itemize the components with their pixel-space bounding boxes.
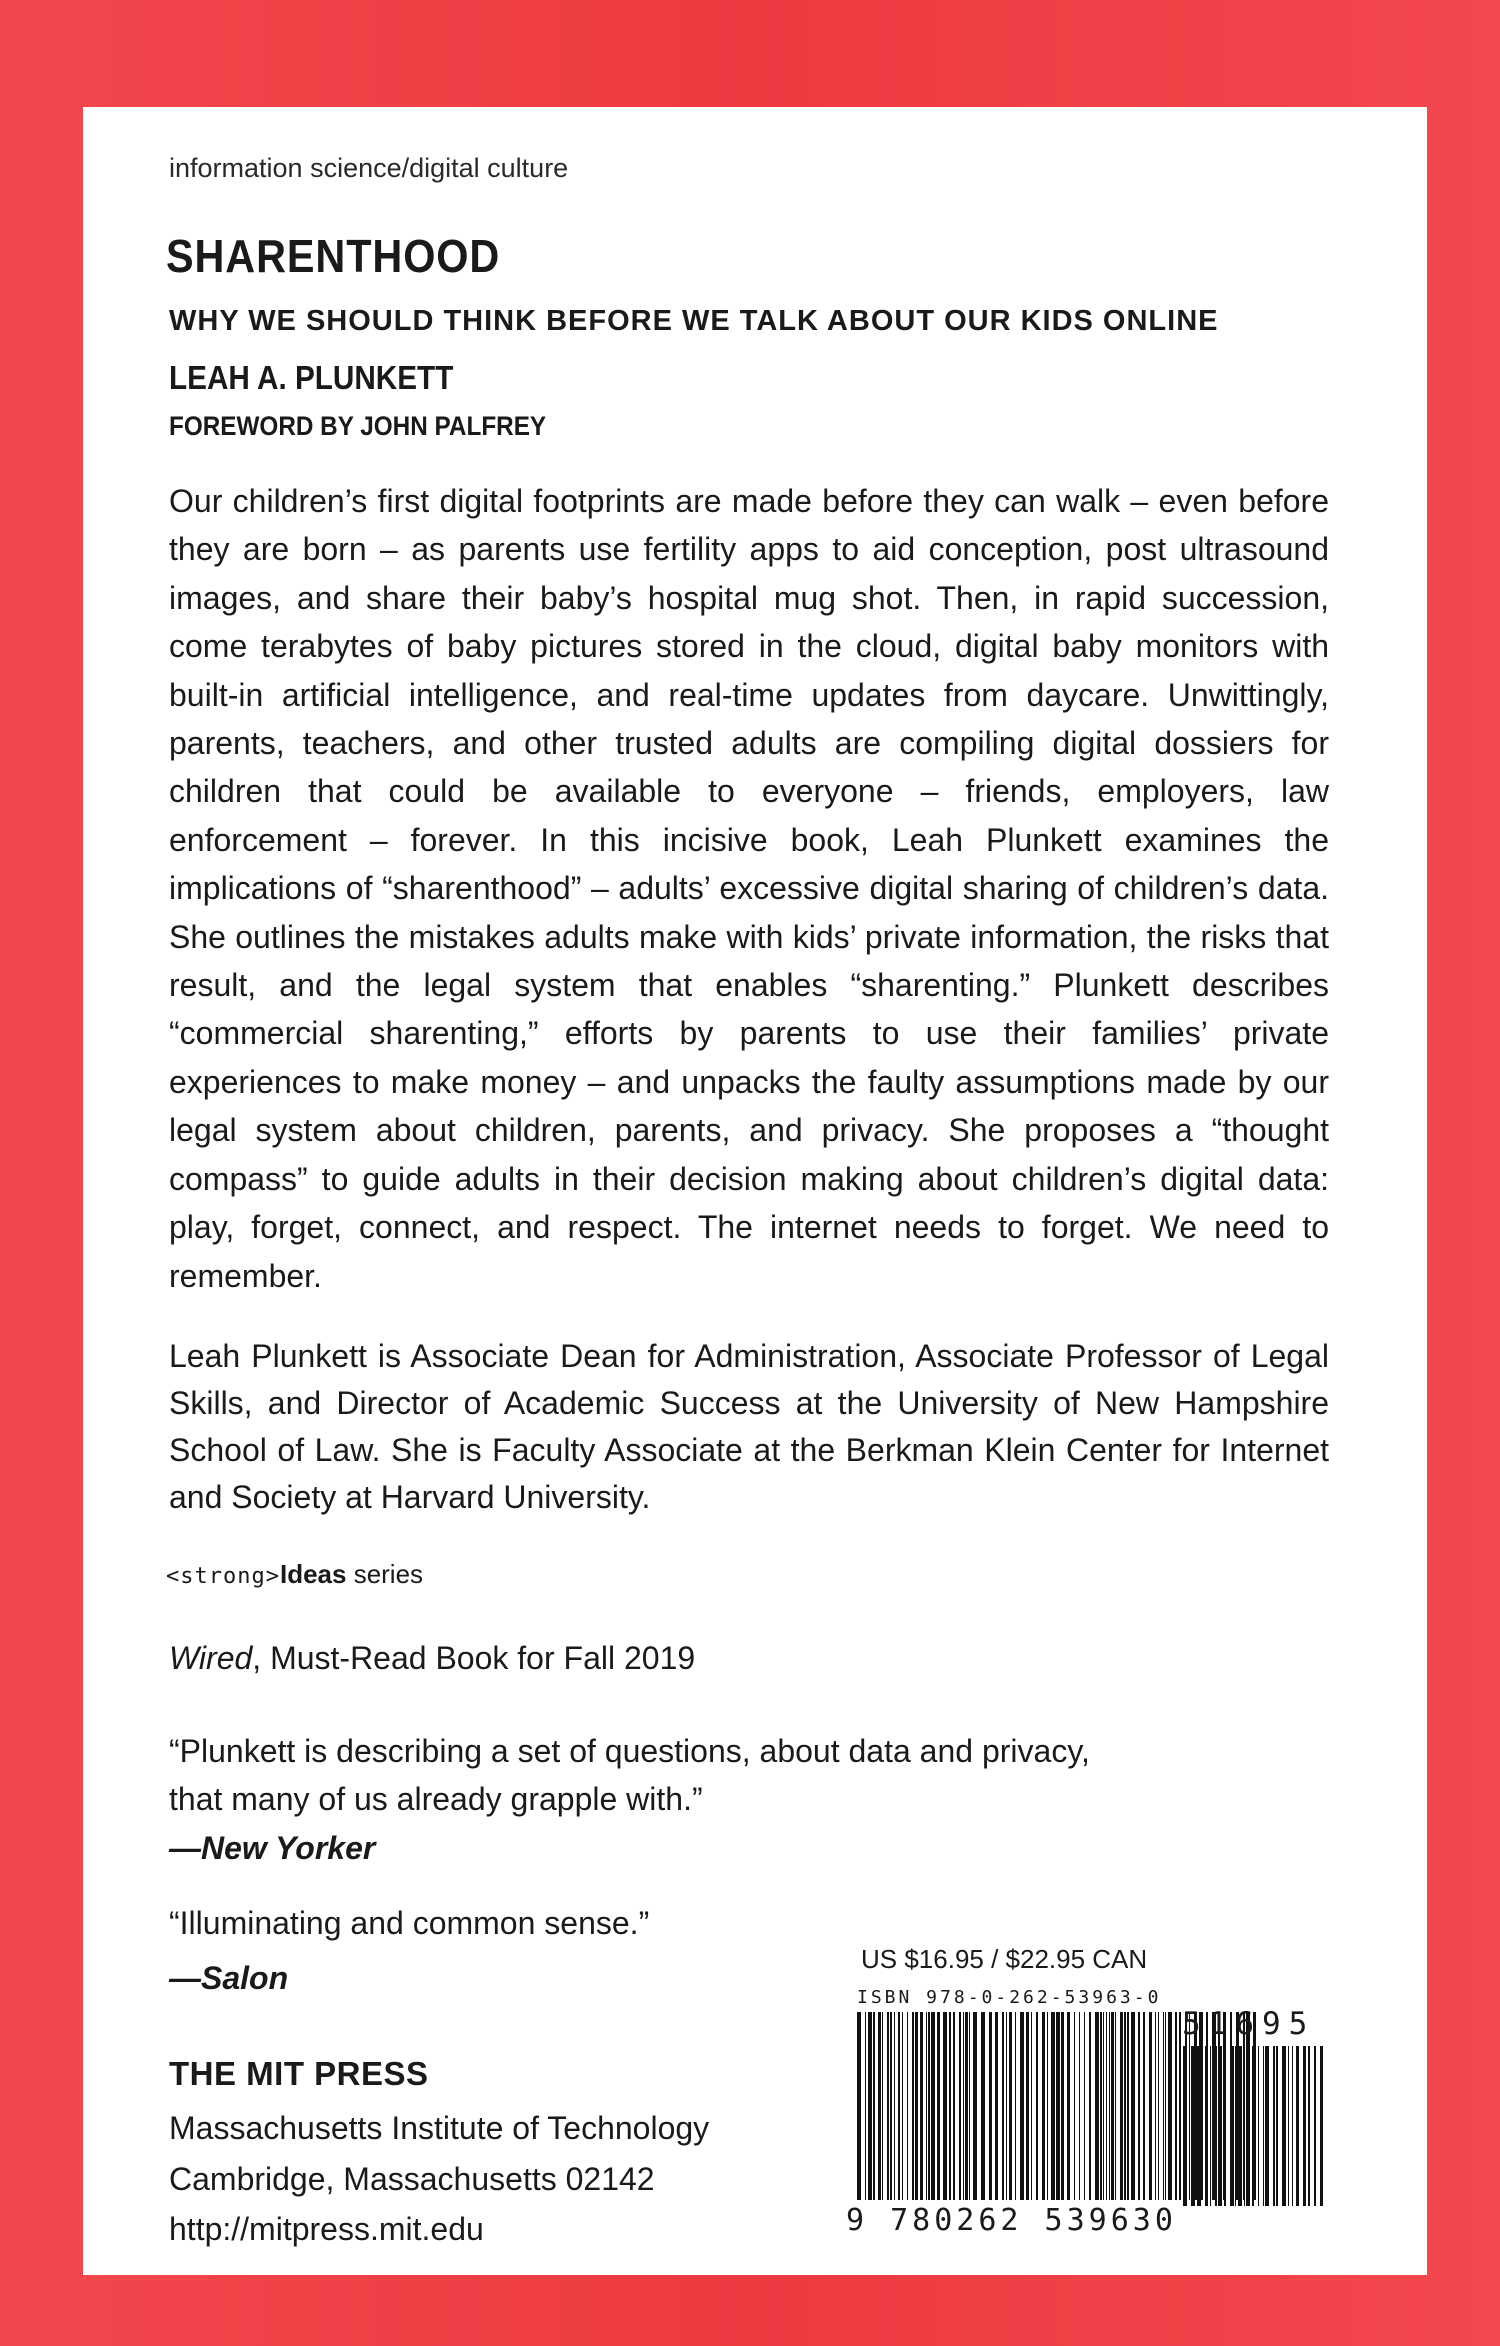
- barcode-bar: [1061, 2012, 1064, 2200]
- series-name: Ideas: [279, 1559, 347, 1589]
- barcode-bar: [1265, 2046, 1269, 2206]
- publisher-institution: Massachusetts Institute of Technology: [169, 2110, 710, 2146]
- barcode-bar: [857, 2012, 861, 2200]
- barcode-bar: [915, 2012, 918, 2200]
- barcode-bar: [1143, 2012, 1145, 2200]
- barcode-bar: [887, 2012, 889, 2200]
- barcode-bar: [937, 2012, 940, 2200]
- barcode-bar: [868, 2012, 872, 2200]
- barcode-bar: [890, 2012, 892, 2200]
- barcode-bar: [873, 2012, 875, 2200]
- series-line: [166, 1559, 423, 1590]
- foreword-credit: FOREWORD BY JOHN PALFREY: [169, 411, 547, 441]
- review-quote: [169, 1727, 1269, 1823]
- barcode-bar: [1320, 2046, 1323, 2206]
- barcode-bar: [1120, 2012, 1123, 2200]
- barcode-digits: 9 780262 539630: [846, 2203, 1177, 2238]
- barcode-bar: [1314, 2046, 1316, 2206]
- author-bio: Leah Plunkett is Associate Dean for Administration, Associate Professor of Legal Skills, and Director of Academic Success at the University of New Hampshire School of Law. She is Faculty Associate at the Berkman Klein Center for Internet and Society at Harvard University.: [169, 1338, 1329, 1515]
- barcode-bar: [1042, 2012, 1045, 2200]
- barcode-bar: [1197, 2046, 1201, 2206]
- barcode-bar: [1067, 2012, 1070, 2200]
- barcode-bar: [931, 2012, 935, 2200]
- subject-category: information science/digital culture: [169, 153, 569, 183]
- publisher-url[interactable]: http://mitpress.mit.edu: [169, 2211, 484, 2247]
- barcode-bar: [1210, 2046, 1211, 2206]
- book-description: Our children’s first digital footprints are made before they can walk – even before they are born – as parents use fertility apps to aid conception, post ultrasound images, and share their baby’s hospital mug shot. Then, in rapid succession, come terabytes of baby pictures stored in the cloud, digital baby monitors with built-in artificial intelligence, and real-time updates from daycare. Unwittingly, parents, teachers, and other trusted adults are compiling digital dossiers for children that could be available to everyone – friends, employers, law enforcement – forever. In this incisive book, Leah Plunkett examines the implications of “sharenthood” – adults’ excessive digital sharing of children’s data. She outlines the mistakes adults make with kids’ private information, the risks that result, and the legal system that enables “sharenting.” Plunkett describes “commercial sharenting,” efforts by parents to use their families’ private experiences to make money – and unpacks the faulty assumptions made by our legal system about children, parents, and privacy. She proposes a “thought compass” to guide adults in their decision making about children’s digital data: play, forget, connect, and respect. The internet needs to forget. We need to remember.: [169, 483, 1329, 1294]
- quote-source: —New Yorker: [169, 1830, 376, 1866]
- barcode-bar: [1238, 2046, 1242, 2206]
- barcode-bar: [1263, 2046, 1264, 2206]
- barcode-bar: [1215, 2046, 1217, 2206]
- barcode-bar: [1138, 2012, 1140, 2200]
- barcode-bar: [1149, 2012, 1152, 2200]
- barcode-bar: [926, 2012, 927, 2200]
- book-subtitle: WHY WE SHOULD THINK BEFORE WE TALK ABOUT OUR KIDS ONLINE: [169, 305, 1219, 337]
- barcode-bar: [1100, 2012, 1102, 2200]
- barcode-bar: [898, 2012, 900, 2200]
- barcode-bar: [1095, 2012, 1099, 2200]
- barcode-bar: [953, 2012, 955, 2200]
- barcode-bar: [965, 2012, 968, 2200]
- barcode-bar: [995, 2012, 998, 2200]
- barcode-bar: [912, 2012, 914, 2200]
- barcode-bar: [1155, 2012, 1156, 2200]
- barcode-bar: [1031, 2012, 1032, 2200]
- book-title: SHARENTHOOD: [166, 230, 501, 282]
- barcode-bar: [1282, 2046, 1286, 2206]
- barcode-bar: [1292, 2046, 1293, 2206]
- barcode-bar: [1131, 2012, 1135, 2200]
- quote-line: that many of us already grapple with.”: [169, 1781, 703, 1817]
- barcode-bar: [1175, 2012, 1177, 2200]
- barcode-bar: [1084, 2012, 1085, 2200]
- barcode-bar: [1079, 2012, 1080, 2200]
- price-addon-digits: 51695: [1182, 2006, 1316, 2042]
- barcode-bar: [878, 2012, 881, 2200]
- barcode-bar: [959, 2012, 961, 2200]
- barcode-bar: [973, 2012, 977, 2200]
- barcode-bar: [1163, 2012, 1164, 2200]
- price-label: US $16.95 / $22.95 CAN: [861, 1944, 1148, 1974]
- barcode-bar: [894, 2012, 895, 2200]
- barcode-bar: [1056, 2012, 1060, 2200]
- barcode-bar: [963, 2012, 964, 2200]
- publisher-address: Cambridge, Massachusetts 02142: [169, 2161, 655, 2197]
- barcode-bar: [1276, 2046, 1278, 2206]
- barcode-bar: [1303, 2046, 1306, 2206]
- barcode-bar: [1006, 2012, 1007, 2200]
- barcode-bar: [1036, 2012, 1038, 2200]
- barcode-bar: [865, 2012, 866, 2200]
- back-cover-panel: [83, 107, 1427, 2275]
- barcode-bar: [1308, 2046, 1310, 2206]
- barcode-bar: [1115, 2012, 1116, 2200]
- barcode-bar: [1002, 2012, 1004, 2200]
- barcode-bar: [1252, 2046, 1254, 2206]
- barcode-bar: [1089, 2012, 1091, 2200]
- barcode-bar: [1191, 2046, 1195, 2206]
- barcode-bar: [1273, 2046, 1275, 2206]
- award-source: Wired: [169, 1640, 253, 1676]
- barcode-bar: [1009, 2012, 1012, 2200]
- barcode-bar: [907, 2012, 908, 2200]
- barcode-bar: [1224, 2046, 1226, 2206]
- barcode-bar: [902, 2012, 903, 2200]
- barcode-bar: [1205, 2046, 1208, 2206]
- barcode-bar: [1127, 2012, 1129, 2200]
- quote-line: “Plunkett is describing a set of questions, about data and privacy,: [169, 1733, 1090, 1769]
- author-name: LEAH A. PLUNKETT: [169, 359, 454, 396]
- barcode-bar: [928, 2012, 930, 2200]
- publisher-name: THE MIT PRESS: [169, 2055, 429, 2092]
- barcode-bar: [1124, 2012, 1126, 2200]
- barcode-bar: [1296, 2046, 1299, 2206]
- review-quote: “Illuminating and common sense.”: [169, 1905, 650, 1941]
- barcode-bar: [1183, 2046, 1187, 2206]
- barcode-bar: [1168, 2012, 1172, 2200]
- barcode-bar: [989, 2012, 992, 2200]
- isbn-label: ISBN 978-0-262-53963-0: [857, 1987, 1162, 2008]
- barcode-bar: [1109, 2012, 1110, 2200]
- barcode-bar: [1020, 2012, 1024, 2200]
- barcode-bar: [1047, 2012, 1048, 2200]
- series-suffix: series: [346, 1559, 424, 1589]
- barcode-bar: [1244, 2046, 1245, 2206]
- barcode-bar: [981, 2012, 985, 2200]
- barcode-bar: [1103, 2012, 1104, 2200]
- barcode-bar: [949, 2012, 951, 2200]
- barcode-bar: [1235, 2046, 1236, 2206]
- barcode-bar: [1111, 2012, 1114, 2200]
- barcode-bar: [1026, 2012, 1029, 2200]
- price-addon-barcode: [1181, 2046, 1326, 2206]
- barcode-bar: [1288, 2046, 1289, 2206]
- barcode-bar: [1258, 2046, 1259, 2206]
- award-text: , Must-Read Book for Fall 2019: [252, 1640, 696, 1676]
- barcode-bar: [1218, 2046, 1222, 2206]
- barcode-bar: [1230, 2046, 1234, 2206]
- barcode-bar: [1158, 2012, 1159, 2200]
- barcode-bar: [943, 2012, 947, 2200]
- barcode-bar: [1246, 2046, 1250, 2206]
- barcode-bar: [1165, 2012, 1166, 2200]
- barcode-bar: [1074, 2012, 1075, 2200]
- award-line: [169, 1640, 695, 1677]
- series-tag: <strong>: [166, 1564, 280, 1589]
- quote-source: —Salon: [169, 1960, 289, 1996]
- barcode-bar: [969, 2012, 970, 2200]
- barcode-bar: [1051, 2012, 1055, 2200]
- barcode-bar: [920, 2012, 923, 2200]
- barcode-bar: [1015, 2012, 1016, 2200]
- barcode-bar: [882, 2012, 883, 2200]
- barcode-bar: [1106, 2012, 1107, 2200]
